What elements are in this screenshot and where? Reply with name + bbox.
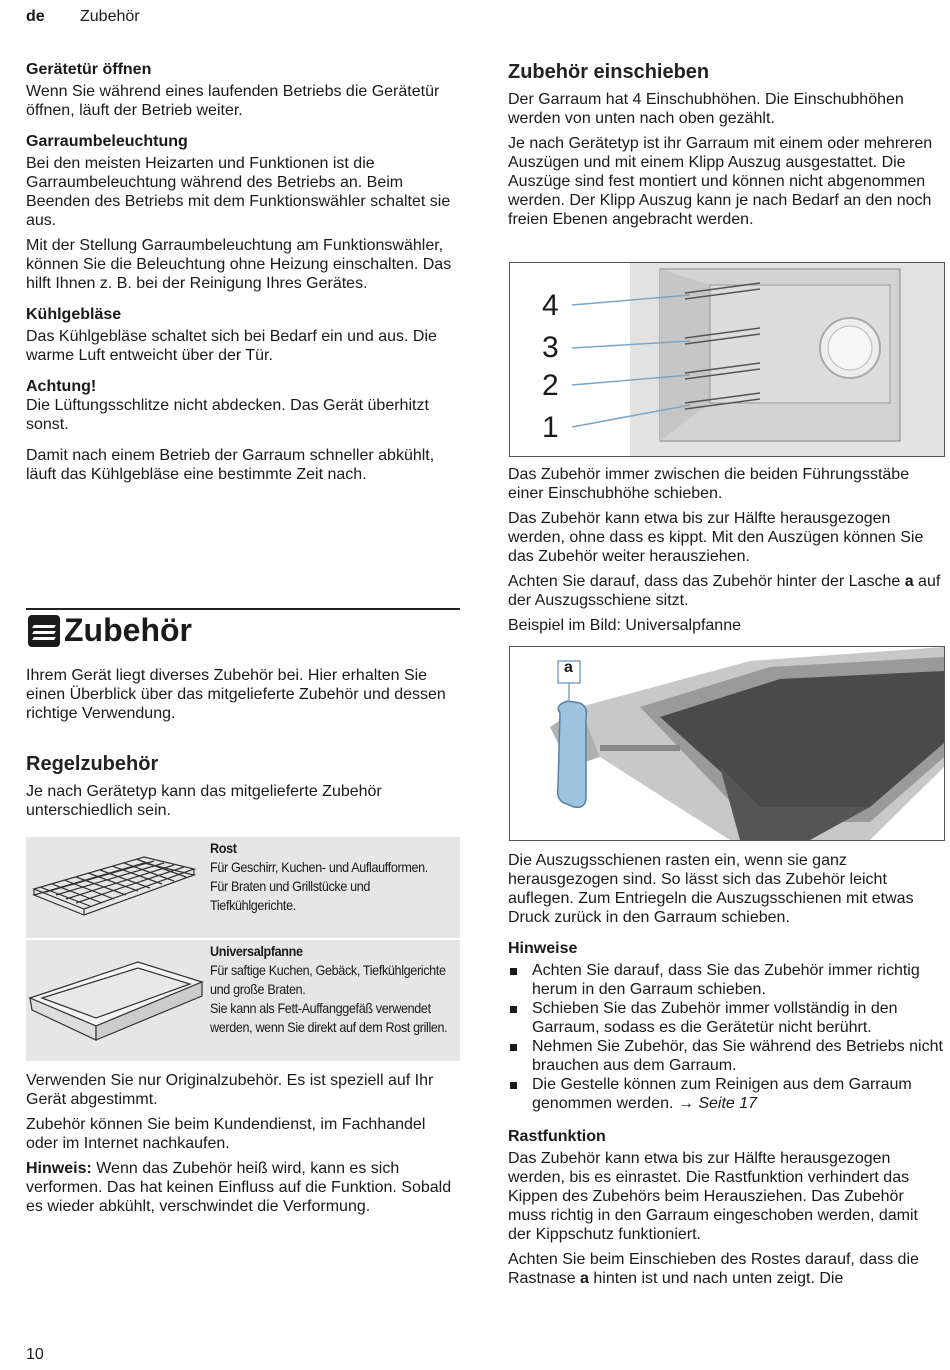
level-2-label: 2 (542, 369, 559, 402)
page-number: 10 (26, 1346, 44, 1363)
paragraph: Je nach Gerätetyp kann das mitgelieferte Zubehör unterschiedlich sein. (26, 783, 382, 819)
section-heading-einschieben: Zubehör einschieben (508, 61, 710, 83)
accessory-line: Sie kann als Fett-Auffanggefäß verwendet werden, wenn Sie direkt auf dem Rost grillen. (210, 1000, 448, 1035)
chapter-title-block (26, 608, 460, 656)
paragraph: Das Zubehör kann etwa bis zur Hälfte herausgezogen werden, bis es einrastet. Die Rastfunktion verhindert das Kippen des Zubehörs beim Herausziehen. Das Zubehör muss richtig in den Garraum eingeschoben werden, damit der Kippschutz funktioniert. (508, 1150, 918, 1243)
level-3-label: 3 (542, 331, 559, 364)
hinweise-heading: Hinweise (508, 940, 578, 957)
paragraph: Verwenden Sie nur Originalzubehör. Es ist speziell auf Ihr Gerät abgestimmt. (26, 1072, 434, 1108)
rastfunktion-heading: Rastfunktion (508, 1128, 606, 1145)
universal-pan-image (26, 940, 206, 1061)
paragraph: Beispiel im Bild: Universalpfanne (508, 617, 741, 634)
chapter-intro-block (26, 666, 461, 729)
section-heading: Garraumbeleuchtung (26, 133, 188, 150)
section-heading-regelzubehoer: Regelzubehör (26, 753, 159, 775)
paragraph-rastnase (508, 1250, 943, 1288)
oven-levels-figure (509, 262, 945, 457)
text-span: Achten Sie beim Einschieben des Rostes darauf, dass die Rastnase (508, 1251, 919, 1287)
paragraph: Wenn Sie während eines laufenden Betriebs die Gerätetür öffnen, läuft der Betrieb weiter. (26, 83, 440, 119)
paragraph: Das Zubehör kann etwa bis zur Hälfte herausgezogen werden, ohne dass es kippt. Mit den Auszügen können Sie das Zubehör weiter herausziehen. (508, 510, 924, 565)
paragraph: Bei den meisten Heizarten und Funktionen ist die Garraumbeleuchtung während des Betriebs an. Beim Beenden des Betriebs mit dem Funktionswähler schaltet sie aus. (26, 155, 451, 229)
right-column (508, 60, 943, 235)
fig-label-a: a (564, 659, 573, 676)
list-item (508, 1075, 943, 1113)
hinweis-paragraph (26, 1159, 461, 1216)
section-heading: Kühlgebläse (26, 306, 122, 323)
accessory-line: Für Braten und Grillstücke und Tiefkühlgerichte. (210, 878, 371, 913)
level-1-label: 1 (542, 411, 559, 444)
pan-rail-figure (509, 646, 945, 841)
right-bottom-block (508, 851, 943, 1294)
chapter-intro: Ihrem Gerät liegt diverses Zubehör bei. Hier erhalten Sie einen Überblick über das mitgelieferte Zubehör und dessen richtige Verwendung. (26, 667, 446, 722)
text-span: Achten Sie darauf, dass das Zubehör hinter der Lasche (508, 573, 905, 590)
accessory-tray-icon (28, 615, 60, 647)
paragraph: Zubehör können Sie beim Kundendienst, im Fachhandel oder im Internet nachkaufen. (26, 1116, 426, 1152)
accessory-name: Universalpfanne (210, 943, 303, 959)
left-bottom-block (26, 1071, 461, 1222)
accessory-desc-rost (210, 839, 455, 915)
paragraph: Das Kühlgebläse schaltet sich bei Bedarf ein und aus. Die warme Luft entweicht über der Tür. (26, 328, 437, 364)
paragraph: Je nach Gerätetyp ist ihr Garraum mit einem oder mehreren Auszügen und mit einem Klipp Auszug ausgestattet. Die Auszüge sind fest montiert und können nicht abgenommen werden. Der Klipp Auszug kann je nach Bedarf an den noch freien Ebenen angebracht werden. (508, 135, 933, 228)
label-a: a (580, 1270, 589, 1287)
pan-rail-illustration (510, 647, 944, 840)
arrow-icon: → (677, 1095, 694, 1112)
right-mid-block (508, 465, 943, 641)
chapter-title: Zubehör (64, 612, 192, 648)
section-heading: Gerätetür öffnen (26, 61, 152, 78)
paragraph: Mit der Stellung Garraumbeleuchtung am Funktionswähler, können Sie die Beleuchtung ohne Heizung einschalten. Das hilft Ihnen z. B. bei der Reinigung Ihres Gerätes. (26, 237, 452, 292)
accessory-table (26, 837, 460, 1061)
hinweis-label: Hinweis: (26, 1160, 92, 1177)
accessory-row-rost (26, 837, 460, 938)
section-achtung (26, 377, 461, 484)
warning-heading: Achtung! (26, 378, 97, 395)
section-geraetetuer (26, 60, 461, 120)
hinweis-text: Wenn das Zubehör heiß wird, kann es sich verformen. Das hat keinen Einfluss auf die Funktion. Sobald es wieder abkühlt, verschwindet die Verformung. (26, 1160, 452, 1215)
text-span: Die Gestelle können zum Reinigen aus dem Garraum genommen werden. (532, 1076, 912, 1112)
oven-levels-illustration (510, 263, 944, 456)
list-item: Achten Sie darauf, dass Sie das Zubehör immer richtig herum in den Garraum schieben. (508, 961, 943, 999)
section-garraumbeleuchtung (26, 132, 461, 293)
text-span: auf der Auszugsschiene sitzt. (508, 573, 941, 609)
paragraph: Die Auszugsschienen rasten ein, wenn sie ganz herausgezogen sind. So lässt sich das Zubehör leicht auflegen. Zum Entriegeln die Auszugsschienen mit etwas Druck zurück in den Garraum schieben. (508, 852, 914, 926)
regelzubehoer-block (26, 752, 461, 826)
wire-rack-image (26, 837, 206, 938)
level-4-label: 4 (542, 289, 559, 322)
section-kuehlgeblaese (26, 305, 461, 365)
header-language: de (26, 8, 45, 25)
header-title: Zubehör (80, 8, 140, 25)
accessory-row-universalpfanne (26, 940, 460, 1061)
text-span: hinten ist und nach unten zeigt. Die (588, 1270, 844, 1287)
accessory-line: Für saftige Kuchen, Gebäck, Tiefkühlgerichte und große Braten. (210, 962, 446, 997)
paragraph: Das Zubehör immer zwischen die beiden Führungsstäbe einer Einschubhöhe schieben. (508, 466, 910, 502)
paragraph-lasche (508, 572, 943, 610)
accessory-desc-universalpfanne (210, 942, 455, 1037)
page-reference-link[interactable]: Seite 17 (698, 1095, 758, 1112)
list-item: Nehmen Sie Zubehör, das Sie während des Betriebs nicht brauchen aus dem Garraum. (508, 1037, 943, 1075)
label-a: a (904, 573, 914, 590)
paragraph: Der Garraum hat 4 Einschubhöhen. Die Einschubhöhen werden von unten nach oben gezählt. (508, 91, 904, 127)
paragraph: Damit nach einem Betrieb der Garraum schneller abkühlt, läuft das Kühlgebläse eine bestimmte Zeit nach. (26, 447, 435, 483)
left-column (26, 60, 461, 496)
accessory-name: Rost (210, 840, 237, 856)
paragraph: Die Lüftungsschlitze nicht abdecken. Das Gerät überhitzt sonst. (26, 397, 429, 433)
accessory-line: Für Geschirr, Kuchen- und Auflaufformen. (210, 859, 428, 875)
hinweise-list (508, 961, 943, 1113)
list-item: Schieben Sie das Zubehör immer vollständig in den Garraum, sodass es die Gerätetür nicht berührt. (508, 999, 943, 1037)
